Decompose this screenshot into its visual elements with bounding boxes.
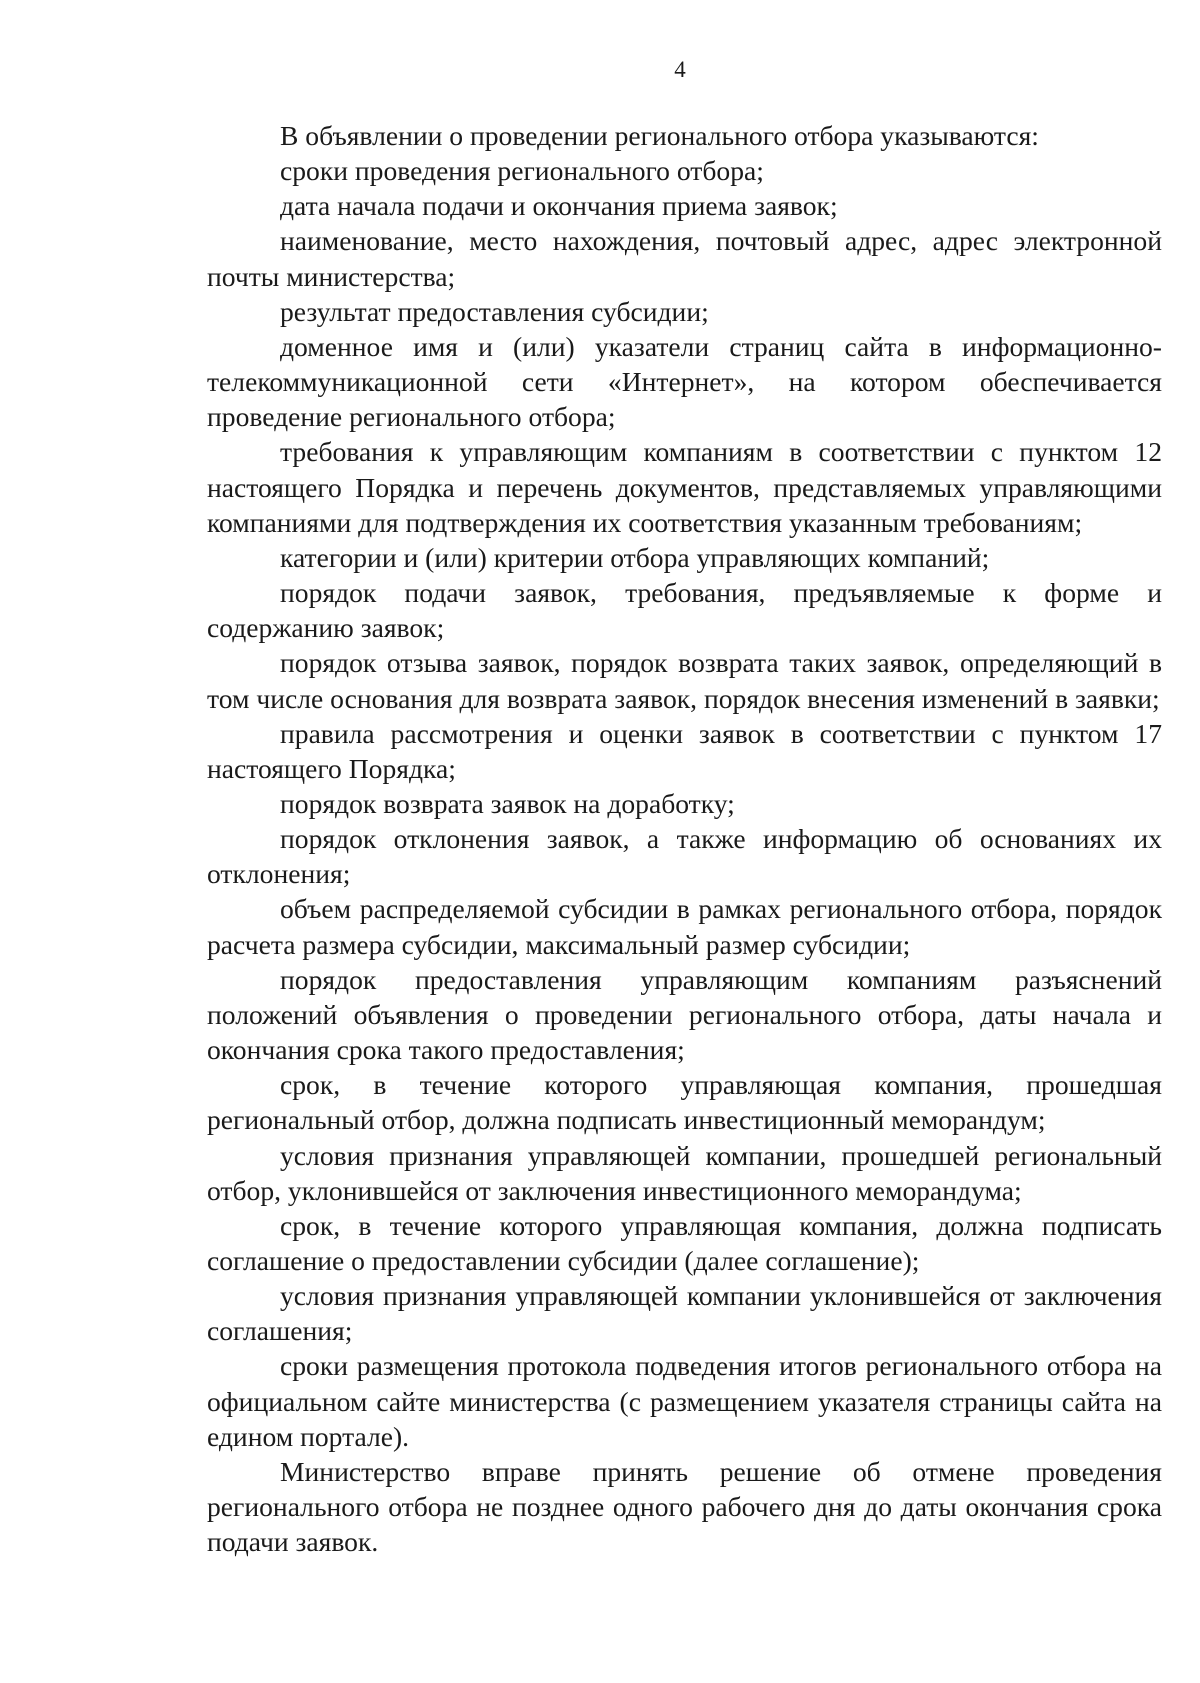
paragraph-protocol-publication: сроки размещения протокола подведения итогов регионального отбора на официальном сайте министерства (с размещением указателя страницы сайта на едином портале). (207, 1350, 1162, 1452)
paragraph-ministry-contacts: наименование, место нахождения, почтовый адрес, адрес электронной почты министерства; (207, 225, 1162, 292)
paragraph-application-dates: дата начала подачи и окончания приема заявок; (280, 190, 838, 222)
page-number: 4 (674, 57, 686, 82)
paragraph-memorandum-evasion: условия признания управляющей компании, прошедшей региональный отбор, уклонившейся от заключения инвестиционного меморандума; (207, 1139, 1162, 1206)
paragraph-memorandum-deadline: срок, в течение которого управляющая компания, прошедшая региональный отбор, должна подписать инвестиционный меморандум; (207, 1069, 1162, 1136)
paragraph-selection-criteria: категории и (или) критерии отбора управляющих компаний; (280, 541, 990, 573)
paragraph-return-for-revision: порядок возврата заявок на доработку; (280, 787, 735, 819)
paragraph-application-procedure: порядок подачи заявок, требования, предъявляемые к форме и содержанию заявок; (207, 577, 1162, 644)
paragraph-agreement-evasion: условия признания управляющей компании уклонившейся от заключения соглашения; (207, 1280, 1162, 1347)
paragraph-selection-terms: сроки проведения регионального отбора; (280, 155, 764, 187)
paragraph-company-requirements: требования к управляющим компаниям в соответствии с пунктом 12 настоящего Порядка и перечень документов, представляемых управляющими компаниями для подтверждения их соответствия указанным требованиям; (207, 436, 1162, 538)
paragraph-agreement-deadline: срок, в течение которого управляющая компания, должна подписать соглашение о предоставлении субсидии (далее соглашение); (207, 1209, 1162, 1276)
paragraph-domain-name: доменное имя и (или) указатели страниц сайта в информационно-телекоммуникационной сети «Интернет», на котором обеспечивается проведение регионального отбора; (207, 330, 1162, 433)
paragraph-rejection-procedure: порядок отклонения заявок, а также информацию об основаниях их отклонения; (207, 823, 1162, 890)
paragraph-clarifications: порядок предоставления управляющим компаниям разъяснений положений объявления о проведении регионального отбора, даты начала и окончания срока такого предоставления; (207, 963, 1162, 1066)
paragraph-subsidy-volume: объем распределяемой субсидии в рамках регионального отбора, порядок расчета размера субсидии, максимальный размер субсидии; (207, 893, 1162, 960)
paragraph-announcement-intro: В объявлении о проведении регионального отбора указываются: (280, 120, 1039, 151)
paragraph-evaluation-rules: правила рассмотрения и оценки заявок в соответствии с пунктом 17 настоящего Порядка; (207, 717, 1162, 784)
paragraph-cancellation-right: Министерство вправе принять решение об отмене проведения регионального отбора не позднее одного рабочего дня до даты окончания срока подачи заявок. (207, 1455, 1162, 1558)
document-body (207, 118, 1162, 1559)
paragraph-application-withdrawal: порядок отзыва заявок, порядок возврата таких заявок, определяющий в том числе основания для возврата заявок, порядок внесения изменений в заявки; (207, 647, 1162, 714)
paragraph-subsidy-result: результат предоставления субсидии; (280, 295, 709, 327)
